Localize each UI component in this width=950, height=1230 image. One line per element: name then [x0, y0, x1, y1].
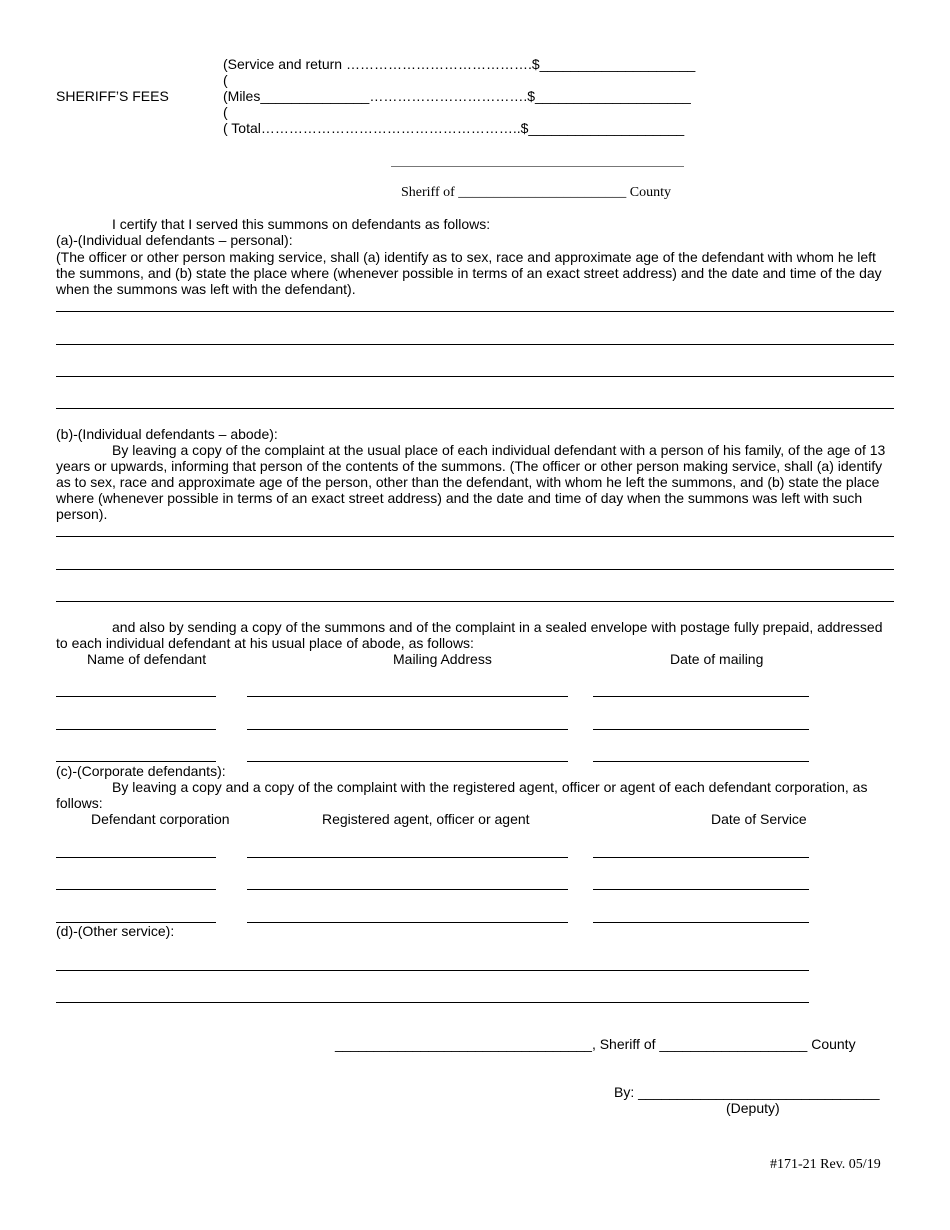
section-d-heading: (d)-(Other service): [56, 923, 175, 939]
name-blank [56, 696, 216, 697]
form-number: #171-21 Rev. 05/19 [770, 1157, 881, 1172]
deputy-label: (Deputy) [726, 1100, 780, 1116]
address-blank [247, 729, 568, 730]
corporation-blank [56, 889, 216, 890]
section-c-instructions: By leaving a copy and a copy of the complaint with the registered agent, officer or agent of each defendant corporation, as follows: [56, 779, 868, 811]
miles-fee-line: (Miles______________…………………………….$____________________ [223, 88, 691, 104]
agent-blank [247, 889, 568, 890]
date-blank [593, 696, 809, 697]
sheriff-of-county: Sheriff of ________________________ County [401, 185, 672, 200]
fee-paren: ( [223, 104, 228, 120]
section-a-heading: (a)-(Individual defendants – personal): [56, 232, 293, 248]
date-blank [593, 729, 809, 730]
service-date-blank [593, 889, 809, 890]
blank-line [56, 970, 809, 971]
column-header-date: Date of mailing [670, 651, 764, 667]
blank-line [56, 569, 894, 570]
sheriff-signature-line [391, 166, 684, 167]
address-blank [247, 761, 568, 762]
section-c-heading: (c)-(Corporate defendants): [56, 763, 226, 779]
service-date-blank [593, 922, 809, 923]
mailing-instructions: and also by sending a copy of the summons and of the complaint in a sealed envelope with postage fully prepaid, addressed to each individual defendant at his usual place of abode, as follows: [56, 619, 883, 651]
column-header-corporation: Defendant corporation [91, 811, 230, 827]
section-b-instructions: By leaving a copy of the complaint at the usual place of each individual defendant with a person of his family, of the age of 13 years or upwards, informing that person of the contents of the summons. (The officer or other person making service, shall (a) identify as to sex, race and approximate age of the person, other than the defendant, with whom he left the summons, and (b) state the place where (whenever possible in terms of an exact street address) and the date and time of day when the summons was left with such person). [56, 442, 886, 522]
blank-line [56, 601, 894, 602]
corporation-blank [56, 857, 216, 858]
agent-blank [247, 922, 568, 923]
deputy-signature-line: By: _______________________________ [614, 1084, 880, 1100]
agent-blank [247, 857, 568, 858]
section-b-heading: (b)-(Individual defendants – abode): [56, 426, 278, 442]
blank-line [56, 408, 894, 409]
certify-intro: I certify that I served this summons on defendants as follows: [112, 216, 491, 232]
blank-line [56, 536, 894, 537]
column-header-address: Mailing Address [393, 651, 492, 667]
blank-line [56, 376, 894, 377]
date-blank [593, 761, 809, 762]
fee-paren: ( [223, 72, 228, 88]
total-fee-line: ( Total………………………………………………..$____________________ [223, 120, 685, 136]
blank-line [56, 344, 894, 345]
column-header-service-date: Date of Service [711, 811, 807, 827]
service-return-fee-line: (Service and return ………………………………….$____________________ [223, 56, 696, 72]
blank-line [56, 311, 894, 312]
section-a-instructions: (The officer or other person making service, shall (a) identify as to sex, race and approximate age of the defendant with whom he left the summons, and (b) state the place where (whenever possible in terms of an exact street address) and the date and time of the day when the summons was left with the defendant). [56, 249, 882, 297]
column-header-name: Name of defendant [87, 651, 207, 667]
column-header-agent: Registered agent, officer or agent [322, 811, 530, 827]
name-blank [56, 761, 216, 762]
sheriffs-fees-label: SHERIFF’S FEES [56, 88, 169, 104]
blank-line [56, 1002, 809, 1003]
name-blank [56, 729, 216, 730]
address-blank [247, 696, 568, 697]
sheriff-county-signature: _________________________________, Sheriff of ___________________ County [335, 1036, 856, 1052]
service-date-blank [593, 857, 809, 858]
